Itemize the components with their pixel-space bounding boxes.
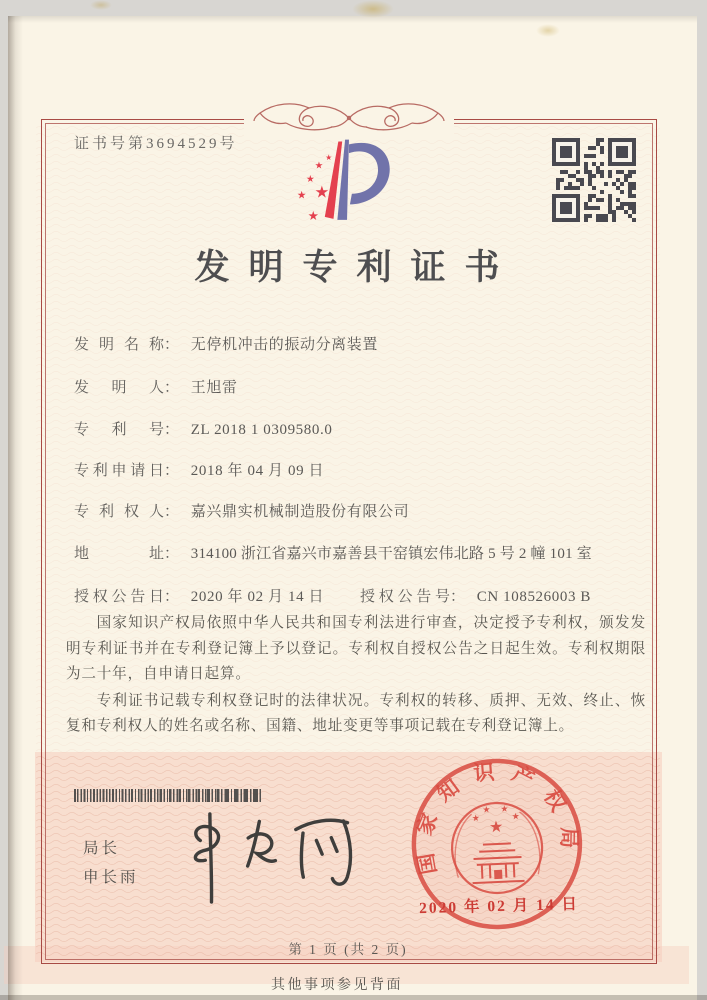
colon xyxy=(164,589,179,605)
colon xyxy=(450,589,465,605)
cnipa-logo-icon xyxy=(290,134,406,238)
seal-date: 2020 年 02 月 14 日 xyxy=(418,895,580,918)
field-row-patent-number xyxy=(74,418,332,439)
legal-paragraph-2: 专利证书记载专利权登记时的法律状况。专利权的转移、质押、无效、终止、恢复和专利权人的姓名或名称、国籍、地址变更等事项记载在专利登记簿上。 xyxy=(66,692,646,734)
field-value: 314100 浙江省嘉兴市嘉善县干窑镇宏伟北路 5 号 2 幢 101 室 xyxy=(190,546,592,562)
field-value: 无停机冲击的振动分离装置 xyxy=(190,337,378,353)
field-row-grant-date xyxy=(74,585,324,606)
field-label: 专利号 xyxy=(74,422,164,438)
field-value: 嘉兴鼎实机械制造股份有限公司 xyxy=(190,504,410,520)
field-value: CN 108526003 B xyxy=(476,589,592,605)
colon xyxy=(164,504,179,520)
signer-block xyxy=(83,834,139,892)
star-icon: ★ xyxy=(471,813,481,825)
field-label: 专利申请日 xyxy=(74,463,164,479)
field-label: 发明名称 xyxy=(74,337,164,353)
star-icon: ★ xyxy=(482,805,491,816)
qr-code xyxy=(552,138,636,222)
field-value: ZL 2018 1 0309580.0 xyxy=(190,422,333,438)
field-label: 地址 xyxy=(74,546,164,562)
star-icon: ★ xyxy=(325,152,333,162)
seal-ring-text: 国家知识产权局 xyxy=(411,758,582,877)
field-label: 授权公告日 xyxy=(74,589,164,605)
star-icon: ★ xyxy=(511,811,521,823)
colon xyxy=(164,380,179,396)
signer-name: 申长雨 xyxy=(83,869,139,886)
field-row-address xyxy=(74,542,592,563)
field-row-inventor xyxy=(74,376,238,397)
field-label: 发明人 xyxy=(74,380,164,396)
star-icon: ★ xyxy=(307,207,319,223)
colon xyxy=(164,546,179,562)
field-value: 2018 年 04 月 09 日 xyxy=(190,463,325,479)
certificate-number: 证书号第3694529号 xyxy=(74,136,238,152)
star-icon: ★ xyxy=(488,816,504,837)
star-icon: ★ xyxy=(500,804,509,815)
colon xyxy=(164,337,179,353)
back-side-note: 其他事项参见背面 xyxy=(271,978,403,993)
colon xyxy=(164,422,179,438)
handwritten-signature xyxy=(163,798,373,909)
page-number: 第 1 页 (共 2 页) xyxy=(288,942,408,957)
colon xyxy=(164,463,179,479)
signer-title: 局长 xyxy=(83,840,121,857)
field-label: 专利权人 xyxy=(74,504,164,520)
legal-paragraph-1: 国家知识产权局依照中华人民共和国专利法进行审查，决定授予专利权，颁发发明专利证书并在专利登记簿上予以登记。专利权自授权公告之日起生效。专利权期限为二十年，自申请日起算。 xyxy=(66,615,646,682)
field-label: 授权公告号 xyxy=(360,589,450,605)
field-value: 王旭雷 xyxy=(190,380,238,396)
star-icon: ★ xyxy=(314,160,324,172)
star-icon: ★ xyxy=(305,174,315,186)
barcode xyxy=(74,789,261,802)
field-value: 2020 年 02 月 14 日 xyxy=(190,589,325,605)
field-row-filing-date xyxy=(74,459,324,480)
star-icon: ★ xyxy=(314,182,330,202)
document-title: 发明专利证书 xyxy=(194,248,519,287)
legal-text xyxy=(66,611,646,741)
field-row-grant-number xyxy=(360,585,591,606)
star-icon: ★ xyxy=(296,188,307,202)
field-row-invention-name xyxy=(74,333,378,354)
field-row-patentee xyxy=(74,500,409,521)
